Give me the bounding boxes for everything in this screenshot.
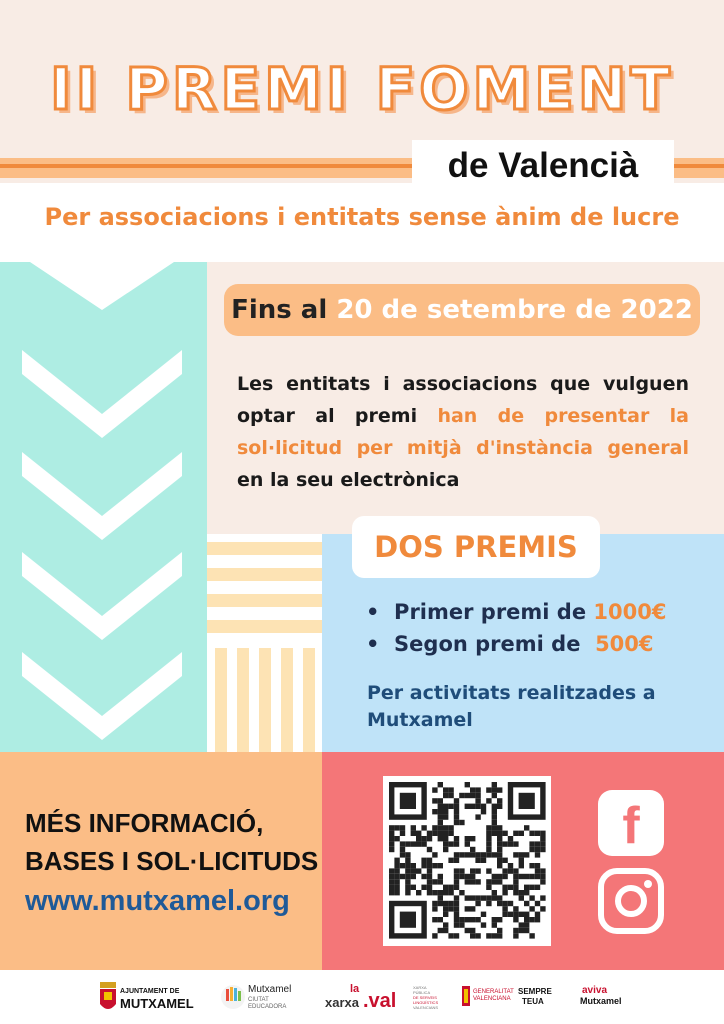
chevron-icon bbox=[22, 552, 182, 640]
instructions-part1: Les entitats i associacions que vulguen optar al premi bbox=[237, 373, 689, 427]
logo-ajuntament-top: AJUNTAMENT DE bbox=[120, 988, 180, 995]
subtitle: de Valencià bbox=[412, 140, 674, 190]
chevron-icon bbox=[30, 262, 174, 310]
footer-logos bbox=[0, 970, 724, 1024]
logo-generalitat-line1: GENERALITAT bbox=[473, 989, 514, 995]
generalitat-emblem-icon bbox=[462, 986, 470, 1006]
logo-aviva-line2: Mutxamel bbox=[580, 996, 622, 1006]
qr-code[interactable] bbox=[383, 776, 551, 946]
facebook-icon[interactable]: f bbox=[598, 790, 664, 856]
decorative-bar-left bbox=[0, 158, 412, 178]
logo-ciutat-name: Mutxamel bbox=[248, 984, 292, 995]
logo-generalitat-line2: VALENCIANA bbox=[473, 996, 511, 1002]
chevron-icon bbox=[22, 452, 182, 540]
logo-sempre-line1: SEMPRE bbox=[518, 987, 552, 996]
prize-item-first bbox=[366, 600, 666, 624]
chevron-icon bbox=[22, 350, 182, 438]
logo-xarxa-val-word: .val bbox=[363, 990, 397, 1012]
instructions-part2: en la seu electrònica bbox=[237, 469, 460, 491]
vertical-stripes bbox=[207, 644, 322, 752]
bullet-icon: • bbox=[366, 632, 395, 656]
prize-label: Primer premi de bbox=[394, 600, 594, 624]
logo-xarxa-desc1: XARXA bbox=[413, 985, 427, 990]
chevron-column bbox=[0, 262, 207, 752]
logo-ciutat-educadora bbox=[220, 982, 300, 1018]
deadline-date: 20 de setembre de 2022 bbox=[336, 295, 693, 325]
bullet-icon: • bbox=[366, 600, 395, 624]
activities-note: Per activitats realitzades a Mutxamel bbox=[367, 682, 656, 731]
logo-xarxa-val bbox=[325, 984, 460, 1014]
logo-generalitat bbox=[462, 984, 512, 1012]
logo-aviva-mutxamel bbox=[580, 984, 630, 1014]
instructions-text bbox=[237, 368, 689, 496]
logo-xarxa-desc2: PÚBLICA bbox=[413, 990, 431, 995]
logo-xarxa-la: la bbox=[350, 983, 360, 995]
more-info-line1: MÉS INFORMACIÓ, bbox=[25, 808, 264, 838]
logo-ajuntament bbox=[98, 978, 194, 1020]
website-link[interactable]: www.mutxamel.org bbox=[25, 885, 290, 917]
prizes-heading: DOS PREMIS bbox=[352, 516, 600, 578]
logo-xarxa-desc4: LINGÜÍSTICS bbox=[413, 1000, 439, 1005]
prize-label: Segon premi de bbox=[394, 632, 596, 656]
logo-xarxa-desc3: DE SERVEIS bbox=[413, 995, 437, 1000]
logo-sempre-line2: TEUA bbox=[522, 997, 544, 1006]
prize-amount: 500€ bbox=[595, 632, 654, 656]
deadline-prefix: Fins al bbox=[231, 295, 328, 325]
instagram-icon[interactable] bbox=[598, 868, 664, 934]
logo-xarxa-word: xarxa bbox=[325, 995, 359, 1010]
logo-aviva-line1: aviva bbox=[582, 985, 608, 996]
main-title: II PREMI FOMENT bbox=[50, 55, 674, 123]
hand-colors-icon bbox=[220, 984, 246, 1010]
deadline-badge bbox=[224, 284, 700, 336]
decorative-bar-right bbox=[674, 158, 724, 178]
logo-ajuntament-name: MUTXAMEL bbox=[120, 996, 194, 1011]
instructions-highlight: han de presentar la sol·licitud per mitjà d'instància general bbox=[237, 405, 689, 459]
tagline: Per associacions i entitats sense ànim de lucre bbox=[44, 203, 680, 231]
prize-amount: 1000€ bbox=[593, 600, 667, 624]
prize-item-second bbox=[366, 632, 654, 656]
logo-ciutat-sub1: CIUTAT bbox=[248, 997, 269, 1003]
logo-sempre-teua bbox=[518, 988, 558, 1012]
logo-ciutat-sub2: EDUCADORA bbox=[248, 1004, 287, 1010]
more-info-line2: BASES I SOL·LICITUDS bbox=[25, 846, 319, 876]
chevron-pattern bbox=[0, 262, 207, 752]
horizontal-stripes bbox=[207, 534, 322, 644]
qr-code-image bbox=[383, 776, 551, 946]
chevron-icon bbox=[22, 652, 182, 740]
coat-of-arms-icon bbox=[98, 980, 118, 1016]
logo-xarxa-desc5: VALENCIANS bbox=[413, 1005, 439, 1010]
